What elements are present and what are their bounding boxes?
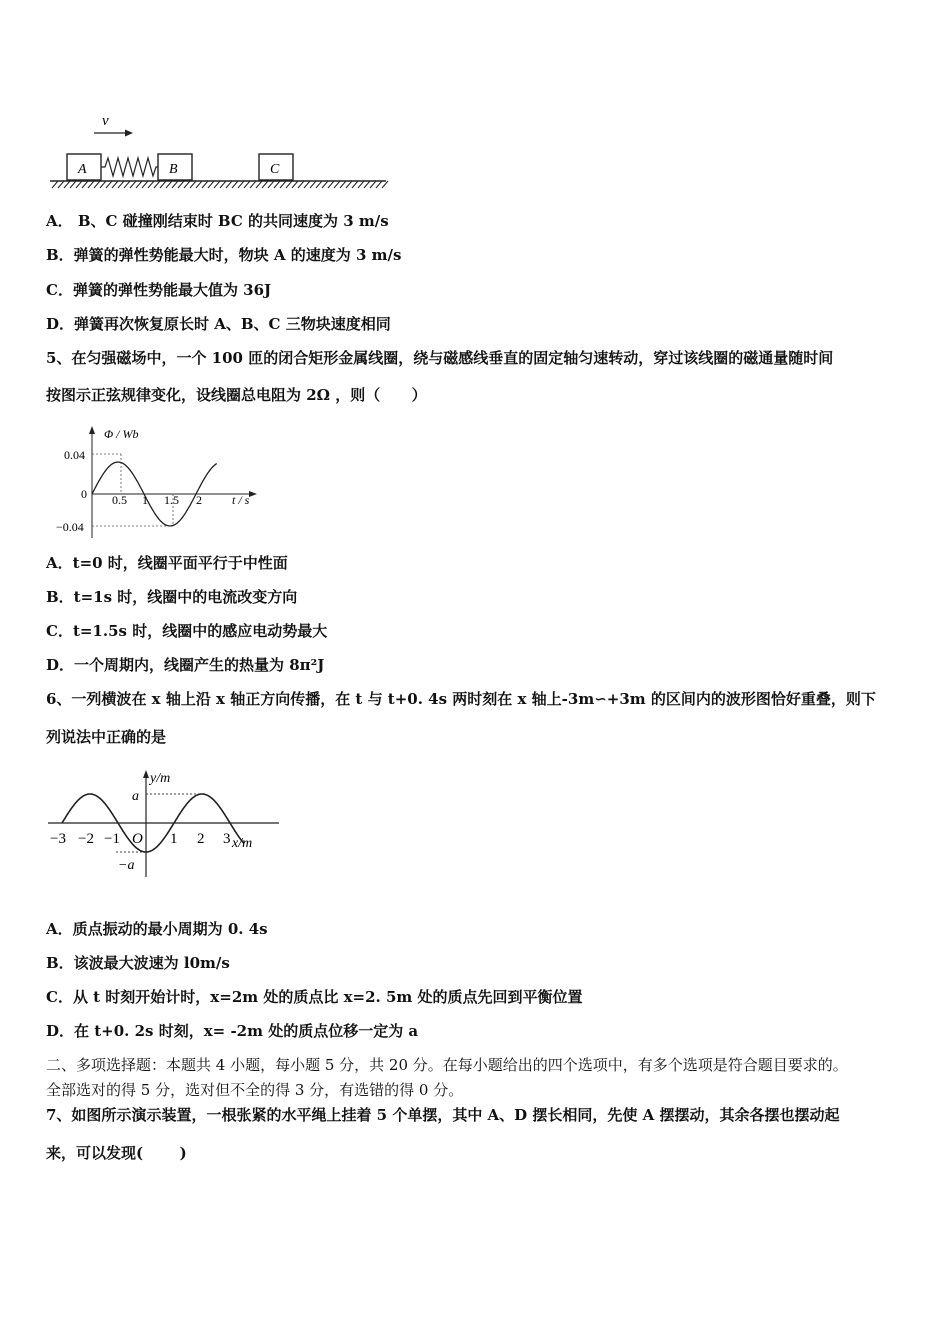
- ground-hatch-mark: [316, 181, 322, 188]
- ground-hatch-mark: [226, 181, 232, 188]
- ground-hatch-mark: [256, 181, 262, 188]
- q7-stem-line2: 来，可以发现( ): [46, 1144, 187, 1162]
- q6-option-d: D．在 t+0. 2s 时刻，x= -2m 处的质点位移一定为 a: [46, 1022, 419, 1040]
- ground-hatch-mark: [382, 181, 388, 188]
- ground-hatch-mark: [142, 181, 148, 188]
- q4-option-b: B．弹簧的弹性势能最大时，物块 A 的速度为 3 m/s: [46, 246, 402, 264]
- ground-hatch-mark: [94, 181, 100, 188]
- ground-hatch-mark: [244, 181, 250, 188]
- q6-stem-line2: 列说法中正确的是: [46, 728, 167, 746]
- wave-y-tick-neg-a: −a: [118, 858, 135, 873]
- ground-hatch-mark: [322, 181, 328, 188]
- ground-hatch-mark: [100, 181, 106, 188]
- ground-hatch-mark: [76, 181, 82, 188]
- blocks-spring-figure: [44, 108, 394, 193]
- ground-hatch-mark: [334, 181, 340, 188]
- wave-origin-label: O: [132, 831, 143, 847]
- velocity-arrowhead: [125, 130, 133, 137]
- q6-option-b: B．该波最大波速为 l0m/s: [46, 954, 230, 972]
- q6-option-a: A．质点振动的最小周期为 0. 4s: [46, 920, 268, 938]
- q5-stem-line1: 5、在匀强磁场中，一个 100 匝的闭合矩形金属线圈，绕与磁感线垂直的固定轴匀速转动，穿过该线圈的磁通量随时间: [46, 349, 834, 367]
- flux-y-tick-min: −0.04: [56, 520, 84, 534]
- ground-hatch-mark: [358, 181, 364, 188]
- wave-x-tick-1: 1: [170, 831, 178, 847]
- ground-hatch-mark: [298, 181, 304, 188]
- ground-hatch-mark: [172, 181, 178, 188]
- ground-hatch-mark: [208, 181, 214, 188]
- wave-x-tick-neg2: −2: [78, 831, 94, 847]
- ground-hatch-mark: [148, 181, 154, 188]
- ground-hatch-mark: [232, 181, 238, 188]
- ground-hatch-mark: [154, 181, 160, 188]
- ground-hatch-mark: [220, 181, 226, 188]
- ground-hatch-mark: [106, 181, 112, 188]
- ground-hatch-mark: [340, 181, 346, 188]
- wave-chart: [44, 765, 294, 885]
- q5-stem-line2: 按图示正弦规律变化，设线圈总电阻为 2Ω ，则（ ）: [46, 386, 427, 404]
- wave-y-tick-a: a: [132, 789, 139, 804]
- ground-hatch-mark: [250, 181, 256, 188]
- ground-hatch-mark: [346, 181, 352, 188]
- ground-hatch-mark: [328, 181, 334, 188]
- ground-hatch-mark: [70, 181, 76, 188]
- flux-y-label: Φ / Wb: [104, 427, 139, 441]
- block-b-label: B: [169, 162, 178, 177]
- ground-hatch-mark: [310, 181, 316, 188]
- wave-x-tick-2: 2: [197, 831, 205, 847]
- q4-option-c: C．弹簧的弹性势能最大值为 36J: [46, 281, 272, 299]
- block-a-label: A: [78, 162, 87, 177]
- ground-hatch-mark: [136, 181, 142, 188]
- flux-x-label: t / s: [232, 493, 250, 507]
- ground-hatch-mark: [160, 181, 166, 188]
- q5-option-a: A．t=0 时，线圈平面平行于中性面: [46, 554, 288, 572]
- flux-y-tick-zero: 0: [81, 487, 87, 501]
- wave-x-tick-neg1: −1: [104, 831, 120, 847]
- section2-heading-line1: 二、多项选择题：本题共 4 小题，每小题 5 分，共 20 分。在每小题给出的四个选项中，有多个选项是符合题目要求的。: [46, 1056, 848, 1074]
- ground-hatch-mark: [130, 181, 136, 188]
- ground-hatch-mark: [268, 181, 274, 188]
- flux-time-chart: [50, 422, 265, 542]
- flux-x-tick-0.5: 0.5: [112, 493, 127, 507]
- ground-hatch-mark: [214, 181, 220, 188]
- ground-hatch-mark: [196, 181, 202, 188]
- q7-stem-line1: 7、如图所示演示装置，一根张紧的水平绳上挂着 5 个单摆，其中 A、D 摆长相同，先使 A 摆摆动，其余各摆也摆动起: [46, 1106, 840, 1124]
- ground-hatch-mark: [118, 181, 124, 188]
- ground-hatch-mark: [262, 181, 268, 188]
- ground-hatching: [52, 181, 388, 188]
- ground-hatch-mark: [352, 181, 358, 188]
- ground-hatch-mark: [274, 181, 280, 188]
- ground-hatch-mark: [280, 181, 286, 188]
- ground-hatch-mark: [286, 181, 292, 188]
- ground-hatch-mark: [364, 181, 370, 188]
- ground-hatch-mark: [124, 181, 130, 188]
- ground-hatch-mark: [184, 181, 190, 188]
- wave-x-label: x/m: [232, 836, 253, 851]
- spring: [101, 158, 158, 176]
- wave-x-tick-neg3: −3: [50, 831, 66, 847]
- ground-hatch-mark: [202, 181, 208, 188]
- ground-hatch-mark: [52, 181, 58, 188]
- q5-option-d: D．一个周期内，线圈产生的热量为 8π²J: [46, 656, 325, 674]
- q6-option-c: C．从 t 时刻开始计时，x=2m 处的质点比 x=2. 5m 处的质点先回到平衡位置: [46, 988, 583, 1006]
- q6-stem-line1: 6、一列横波在 x 轴上沿 x 轴正方向传播，在 t 与 t+0. 4s 两时刻在 x 轴上-3m∽+3m 的区间内的波形图恰好重叠，则下: [46, 690, 876, 708]
- flux-x-tick-1: 1: [142, 493, 148, 507]
- velocity-label: v: [102, 113, 109, 129]
- flux-x-arrowhead: [249, 491, 257, 497]
- wave-y-label: y/m: [150, 771, 171, 786]
- ground-hatch-mark: [178, 181, 184, 188]
- flux-y-tick-max: 0.04: [64, 448, 85, 462]
- q4-option-d: D．弹簧再次恢复原长时 A、B、C 三物块速度相同: [46, 315, 391, 333]
- ground-hatch-mark: [370, 181, 376, 188]
- flux-x-tick-2: 2: [196, 493, 202, 507]
- ground-hatch-mark: [112, 181, 118, 188]
- wave-x-tick-3: 3: [223, 831, 231, 847]
- flux-x-tick-1.5: 1.5: [164, 493, 179, 507]
- ground-hatch-mark: [376, 181, 382, 188]
- flux-y-arrowhead: [89, 426, 95, 434]
- wave-y-arrowhead: [143, 770, 149, 778]
- ground-hatch-mark: [88, 181, 94, 188]
- ground-hatch-mark: [58, 181, 64, 188]
- q4-option-a: A． B、C 碰撞刚结束时 BC 的共同速度为 3 m/s: [46, 212, 389, 230]
- ground-hatch-mark: [166, 181, 172, 188]
- q5-option-c: C．t=1.5s 时，线圈中的感应电动势最大: [46, 622, 328, 640]
- ground-hatch-mark: [64, 181, 70, 188]
- ground-hatch-mark: [82, 181, 88, 188]
- section2-heading-line2: 全部选对的得 5 分，选对但不全的得 3 分，有选错的得 0 分。: [46, 1081, 464, 1099]
- ground-hatch-mark: [304, 181, 310, 188]
- ground-hatch-mark: [190, 181, 196, 188]
- ground-hatch-mark: [292, 181, 298, 188]
- block-c-label: C: [270, 162, 280, 177]
- q5-option-b: B．t=1s 时，线圈中的电流改变方向: [46, 588, 298, 606]
- ground-hatch-mark: [238, 181, 244, 188]
